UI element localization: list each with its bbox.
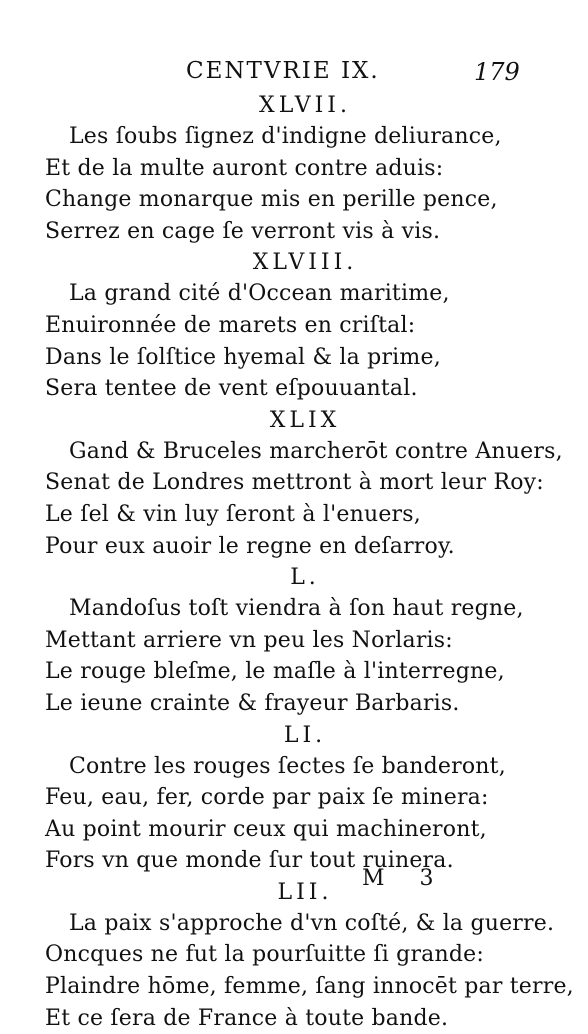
- verse-line: Les ſoubs ſignez d'indigne deliurance,: [69, 124, 502, 149]
- verse-line: Serrez en cage ſe verront vis à vis.: [45, 218, 441, 244]
- verse-line: Mandoſus toſt viendra à ſon haut regne,: [69, 596, 524, 622]
- verse-line: Le rouge bleſme, le maſle à l'interregne,: [45, 659, 505, 685]
- verse-line: La paix s'approche d'vn coſté, & la guerre.: [69, 910, 555, 936]
- verse-line: Oncques ne fut la pourſuitte ſi grande:: [45, 942, 484, 968]
- running-title: CENTVRIE IX.: [186, 58, 380, 84]
- verse-line: Le ieune crainte & frayeur Barbaris.: [45, 690, 460, 716]
- verse-line: Dans le ſolſtice hyemal & la prime,: [45, 344, 441, 370]
- verse-line: Pour eux auoir le regne en deſarroy.: [45, 533, 455, 559]
- quatrain-xlix: [45, 405, 565, 562]
- verse-line: Enuironnée de marets en criſtal:: [45, 312, 416, 338]
- quatrain-heading: XLIX: [269, 407, 341, 433]
- verse-line: Au point mourir ceux qui machineront,: [45, 816, 487, 842]
- verse-line: Feu, eau, fer, corde par paix ſe minera:: [45, 785, 489, 811]
- page-body: [45, 90, 574, 1034]
- verse-line: Sera tentee de vent eſpouuantal.: [45, 376, 418, 402]
- quatrain-heading: XLVII.: [259, 93, 351, 118]
- verse-line: Mettant arriere vn peu les Norlaris:: [45, 627, 453, 653]
- verse-line: Plaindre hōme, femme, ſang innocēt par terre,: [45, 974, 574, 1000]
- verse-line: Gand & Bruceles marcherōt contre Anuers,: [69, 438, 563, 464]
- verse-line: Et de la multe auront contre aduis:: [45, 155, 444, 181]
- running-head: [0, 58, 588, 92]
- quatrain-li: [45, 720, 565, 877]
- quatrain-heading: L.: [290, 565, 320, 591]
- signature-mark: M 3: [362, 866, 448, 891]
- quatrain-heading: LI.: [283, 722, 327, 748]
- page-number: 179: [474, 58, 520, 86]
- quatrain-l: [45, 562, 565, 719]
- verse-line: Change monarque mis en perille pence,: [45, 187, 498, 213]
- verse-line: Le ſel & vin luy ſeront à l'enuers,: [45, 501, 421, 527]
- verse-line: Et ce ſera de France à toute bande.: [45, 1005, 449, 1031]
- verse-line: Contre les rouges ſectes ſe banderont,: [69, 753, 506, 779]
- verse-line: Senat de Londres mettront à mort leur Roy:: [45, 470, 544, 496]
- quatrain-lii: [45, 877, 574, 1034]
- quatrain-heading: XLVIII.: [252, 250, 358, 276]
- verse-line: La grand cité d'Occean maritime,: [69, 281, 450, 307]
- quatrain-heading: LII.: [277, 879, 333, 905]
- verse-line: Fors vn que monde ſur tout ruinera.: [45, 848, 454, 874]
- quatrain-xlviii: [45, 247, 565, 404]
- quatrain-xlvii: [45, 90, 565, 247]
